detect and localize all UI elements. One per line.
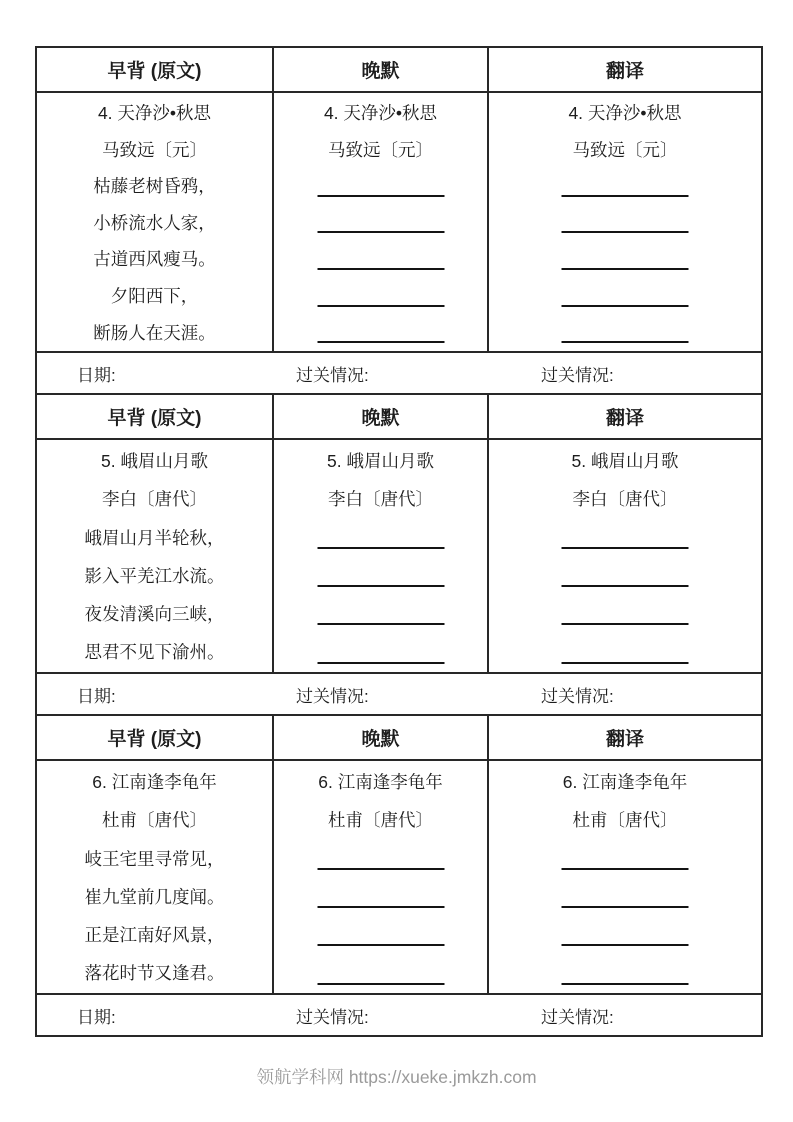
section3-content-row: [37, 759, 761, 993]
poem-worksheet-table: [35, 46, 763, 1037]
poem-line: 枯藤老树昏鸦，: [93, 176, 216, 197]
section2-header-row: [37, 393, 761, 438]
poem-line: 影入平羌江水流。: [84, 565, 225, 586]
pass-status-label: 过关情况:: [541, 1007, 614, 1027]
poem-line: 夕阳西下，: [110, 285, 199, 306]
blank-answer-line: [274, 168, 487, 205]
poem-title: 5. 峨眉山月歌: [571, 451, 679, 471]
section3-header-row: [37, 714, 761, 759]
poem-line: 古道西风瘦马。: [93, 249, 216, 270]
blank-answer-line: [489, 595, 761, 633]
blank-answer-line: [489, 315, 761, 352]
blank-answer-line: [274, 633, 487, 671]
column-header-translation: 翻译: [487, 48, 761, 91]
poem-title: 6. 江南逢李龟年: [318, 772, 443, 792]
section2-content-row: [37, 438, 761, 672]
section1-content-row: [37, 91, 761, 351]
blank-answer-line: [274, 916, 487, 954]
column-header-evening-dictation: 晚默: [272, 48, 487, 91]
blank-answer-line: [274, 954, 487, 992]
dictation-cell: [272, 761, 487, 993]
column-header-evening-dictation: 晚默: [272, 716, 487, 759]
poem-author: 杜甫〔唐代〕: [572, 810, 678, 831]
translation-cell: [487, 93, 761, 351]
blank-answer-line: [274, 840, 487, 878]
blank-answer-line: [489, 878, 761, 916]
blank-answer-line: [489, 241, 761, 278]
blank-answer-line: [274, 205, 487, 242]
site-watermark: 领航学科网 https://xueke.jmkzh.com: [256, 1067, 537, 1087]
blank-answer-line: [489, 168, 761, 205]
dictation-cell: [272, 93, 487, 351]
poem-line: 落花时节又逢君。: [84, 963, 225, 984]
date-label: 日期:: [77, 686, 116, 706]
blank-answer-line: [489, 916, 761, 954]
poem-original-cell: [37, 93, 272, 351]
poem-title: 5. 峨眉山月歌: [327, 451, 434, 471]
poem-line: 正是江南好风景，: [84, 925, 225, 946]
blank-answer-line: [274, 241, 487, 278]
poem-author: 杜甫〔唐代〕: [102, 810, 207, 831]
poem-title: 4. 天净沙•秋思: [568, 103, 682, 123]
poem-line: 峨眉山月半轮秋，: [84, 527, 225, 548]
pass-status-label: 过关情况:: [296, 365, 369, 385]
section1-status-row: [37, 351, 761, 393]
poem-title: 6. 江南逢李龟年: [92, 772, 217, 792]
column-header-morning-recite: 早背 (原文): [107, 729, 202, 750]
blank-answer-line: [274, 878, 487, 916]
section2-status-row: [37, 672, 761, 714]
poem-author: 李白〔唐代〕: [572, 489, 678, 510]
blank-answer-line: [274, 315, 487, 352]
column-header-translation: 翻译: [487, 716, 761, 759]
poem-author: 马致远〔元〕: [328, 139, 433, 160]
poem-author: 马致远〔元〕: [102, 139, 207, 160]
dictation-cell: [272, 440, 487, 672]
poem-line: 夜发清溪向三峡，: [84, 604, 225, 625]
blank-answer-line: [489, 557, 761, 595]
poem-author: 李白〔唐代〕: [328, 489, 433, 510]
pass-status-label: 过关情况:: [296, 686, 369, 706]
blank-answer-line: [274, 557, 487, 595]
poem-line: 断肠人在天涯。: [93, 322, 216, 343]
blank-answer-line: [489, 278, 761, 315]
blank-answer-line: [274, 278, 487, 315]
pass-status-label: 过关情况:: [541, 686, 614, 706]
section3-status-row: [37, 993, 761, 1035]
poem-line: 岐王宅里寻常见，: [84, 848, 225, 869]
column-header-evening-dictation: 晚默: [272, 395, 487, 438]
poem-title: 4. 天净沙•秋思: [323, 103, 438, 123]
pass-status-label: 过关情况:: [296, 1007, 369, 1027]
section1-header-row: [37, 48, 761, 91]
poem-line: 崔九堂前几度闻。: [84, 886, 225, 907]
translation-cell: [487, 761, 761, 993]
blank-answer-line: [274, 595, 487, 633]
poem-line: 小桥流水人家，: [93, 212, 216, 233]
poem-title: 6. 江南逢李龟年: [562, 772, 688, 792]
blank-answer-line: [274, 519, 487, 557]
poem-author: 杜甫〔唐代〕: [328, 810, 433, 831]
poem-author: 李白〔唐代〕: [102, 489, 207, 510]
poem-line: 思君不见下渝州。: [84, 642, 225, 663]
blank-answer-line: [489, 205, 761, 242]
poem-title: 4. 天净沙•秋思: [97, 103, 212, 123]
poem-original-cell: [37, 761, 272, 993]
column-header-morning-recite: 早背 (原文): [107, 408, 202, 429]
poem-author: 马致远〔元〕: [572, 139, 678, 160]
column-header-translation: 翻译: [487, 395, 761, 438]
blank-answer-line: [489, 519, 761, 557]
poem-original-cell: [37, 440, 272, 672]
poem-title: 5. 峨眉山月歌: [101, 451, 208, 471]
column-header-morning-recite: 早背 (原文): [107, 61, 202, 82]
date-label: 日期:: [77, 1007, 116, 1027]
translation-cell: [487, 440, 761, 672]
blank-answer-line: [489, 954, 761, 992]
pass-status-label: 过关情况:: [541, 365, 614, 385]
date-label: 日期:: [77, 365, 116, 385]
blank-answer-line: [489, 633, 761, 671]
blank-answer-line: [489, 840, 761, 878]
